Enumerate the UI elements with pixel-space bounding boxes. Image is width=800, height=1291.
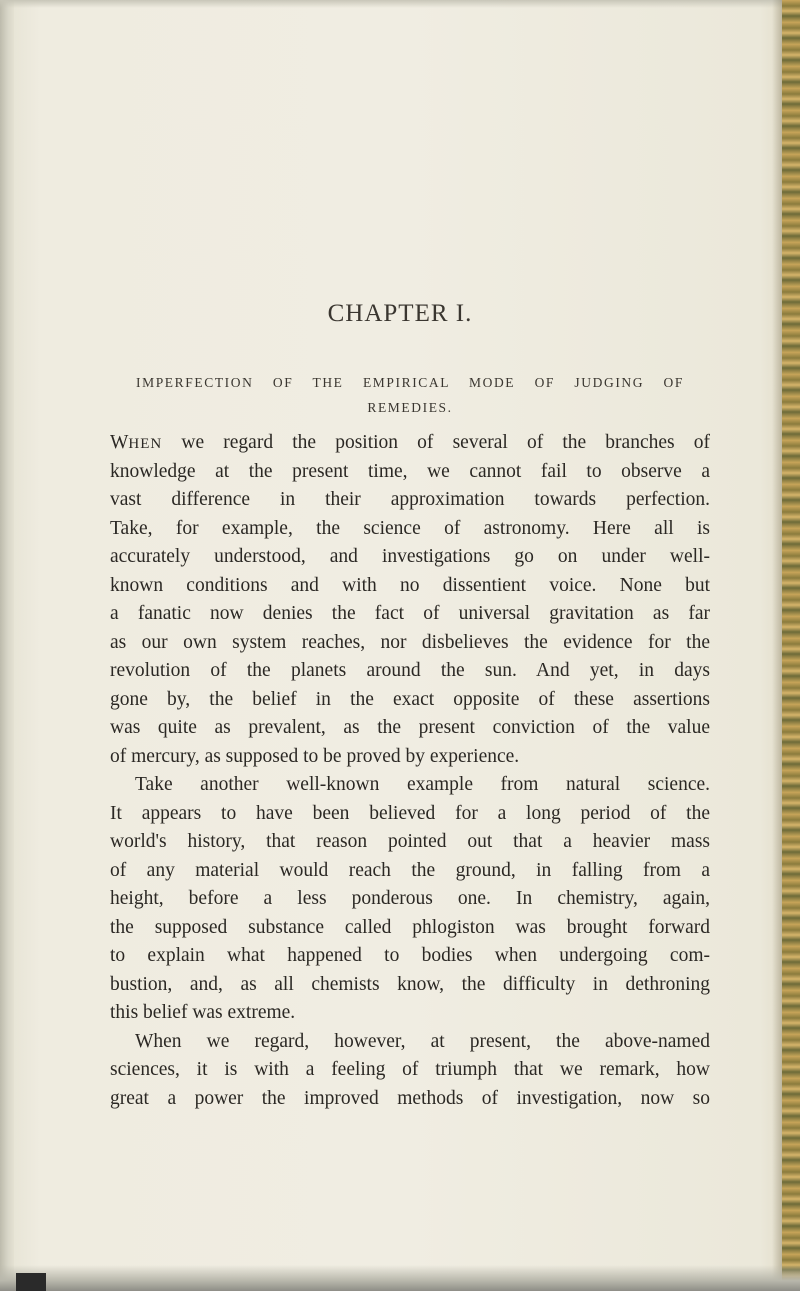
text-line: vast difference in their approximation towards perfection. [110, 489, 710, 510]
chapter-subtitle-line-2: REMEDIES. [367, 400, 453, 415]
text-line: a fanatic now denies the fact of universal gravitation as far [110, 603, 710, 624]
body-text [110, 429, 710, 1113]
text-line: great a power the improved methods of investigation, now so [110, 1087, 710, 1109]
page-edge-shadow [772, 0, 782, 1291]
text-line: of mercury, as supposed to be proved by experience. [110, 745, 520, 767]
page-bottom-edge [0, 1265, 800, 1291]
chapter-subtitle-line-1: IMPERFECTION OF THE EMPIRICAL MODE OF JUDGING OF [136, 375, 684, 390]
text-line: world's history, that reason pointed out that a heavier mass [110, 831, 710, 852]
text-line: height, before a less ponderous one. In chemistry, again, [110, 888, 710, 909]
text-line: as our own system reaches, nor disbelieves the evidence for the [110, 631, 710, 653]
text-line: Take another well-known example from natural science. [135, 774, 710, 795]
corner-mark [16, 1273, 46, 1291]
text-line: When we regard, however, at present, the above-named [135, 1030, 710, 1052]
binding-edge [0, 0, 14, 1291]
text-line: the supposed substance called phlogiston was brought forward [110, 916, 710, 938]
chapter-title: CHAPTER I. [327, 300, 473, 327]
first-word-rest: HEN [128, 436, 163, 452]
text-line: known conditions and with no dissentient voice. None but [110, 574, 710, 596]
text-line: was quite as prevalent, as the present conviction of the value [110, 717, 710, 738]
text-line: Take, for example, the science of astronomy. Here all is [110, 517, 710, 539]
first-word-initial: W [110, 432, 129, 453]
chapter-subtitle [136, 370, 684, 420]
page-top-edge [0, 0, 800, 8]
text-line: knowledge at the present time, we cannot fail to observe a [110, 460, 710, 482]
text-line: this belief was extreme. [110, 1002, 296, 1023]
text-line: to explain what happened to bodies when undergoing com- [110, 945, 710, 966]
text-line: gone by, the belief in the exact opposite of these assertions [110, 688, 710, 710]
page-edge-strip [782, 0, 800, 1291]
text-line: sciences, it is with a feeling of triumph that we remark, how [110, 1059, 710, 1080]
text-line: accurately understood, and investigations go on under well- [110, 546, 710, 567]
text-line-content: we regard the position of several of the branches of [162, 432, 710, 453]
text-line: bustion, and, as all chemists know, the difficulty in dethroning [110, 973, 710, 995]
text-line: It appears to have been believed for a long period of the [110, 802, 710, 824]
text-line [110, 429, 710, 458]
text-line: of any material would reach the ground, in falling from a [110, 859, 710, 881]
text-line: revolution of the planets around the sun. And yet, in days [110, 660, 710, 681]
